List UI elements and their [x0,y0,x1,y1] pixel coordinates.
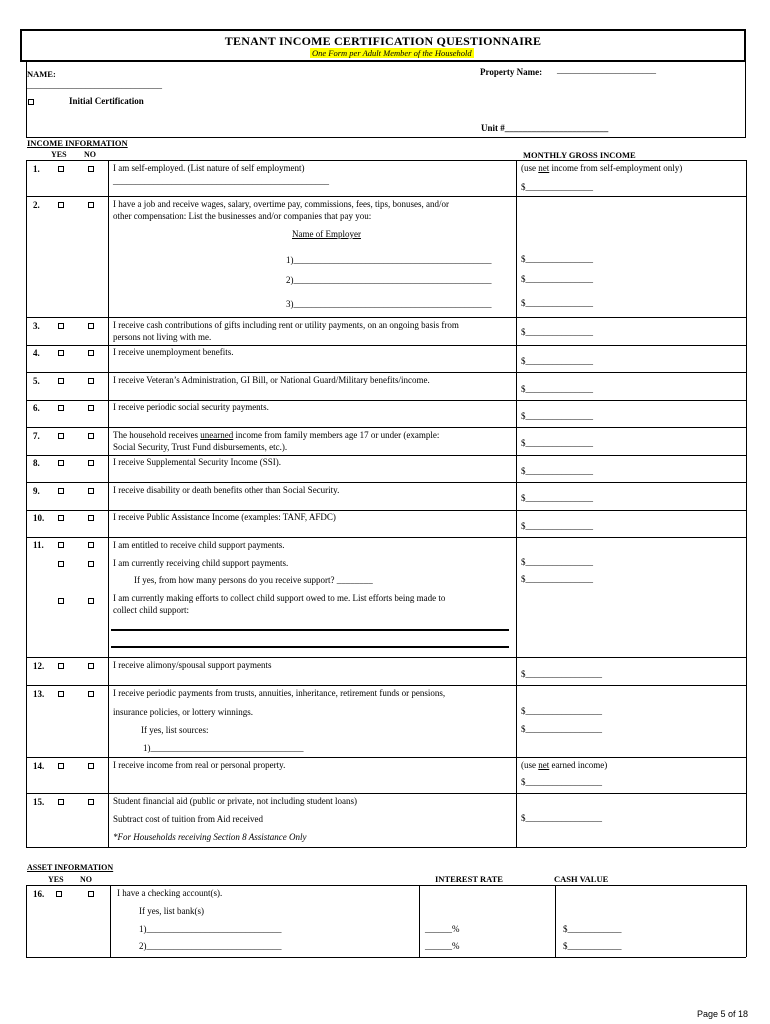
employer-header: Name of Employer [292,229,361,239]
question-number: 2. [33,200,40,210]
section-8-note: *For Households receiving Section 8 Assistance Only [113,832,307,842]
amount-field[interactable]: $_______________ [521,438,593,448]
amount-field[interactable]: $_______________ [521,466,593,476]
no-checkbox[interactable] [88,515,94,521]
page-subtitle: One Form per Adult Member of the Household [312,48,472,58]
question-text: I receive unemployment benefits. [113,347,234,357]
question-number: 4. [33,348,40,358]
bank-field[interactable]: 1)______________________________ [139,924,282,934]
question-text: Social Security, Trust Fund disbursements, etc.). [113,442,288,452]
interest-rate-field[interactable]: ______% [425,924,460,934]
no-checkbox[interactable] [88,542,94,548]
asset-table-border [26,885,27,957]
interest-rate-field[interactable]: ______% [425,941,460,951]
property-name-field[interactable]: ______________________ [557,65,656,75]
question-text: I receive periodic social security payments. [113,402,269,412]
amount-field[interactable]: $_______________ [521,411,593,421]
no-checkbox[interactable] [88,488,94,494]
child-support-efforts-line[interactable] [111,646,509,648]
asset-table-border [746,885,747,957]
asset-table-border [419,885,420,957]
table-left-border [26,160,27,847]
question-number: 6. [33,403,40,413]
question-number: 8. [33,458,40,468]
no-checkbox[interactable] [88,891,94,897]
initial-certification-label: Initial Certification [69,96,144,106]
row-divider [26,196,746,197]
yes-checkbox[interactable] [58,799,64,805]
no-checkbox[interactable] [88,405,94,411]
amount-field[interactable]: $_______________ [521,493,593,503]
row-divider [26,793,746,794]
question-text: I receive Veteran’s Administration, GI Bill, or National Guard/Military benefits/income. [113,375,430,385]
property-name-label: Property Name: [480,67,543,77]
interest-rate-header: INTEREST RATE [435,874,503,884]
yes-header: YES [51,150,67,159]
amount-field[interactable]: $_______________ [521,254,593,264]
no-checkbox[interactable] [88,663,94,669]
question-number: 12. [33,661,45,671]
cash-value-field[interactable]: $____________ [563,924,622,934]
yes-checkbox[interactable] [58,542,64,548]
yes-checkbox[interactable] [58,515,64,521]
yes-checkbox[interactable] [58,166,64,172]
unit-field[interactable]: Unit #_______________________ [481,123,609,133]
cash-value-header: CASH VALUE [554,874,609,884]
asset-section-title: ASSET INFORMATION [27,863,114,872]
question-number: 16. [33,889,45,899]
asset-row-divider [26,885,746,886]
question-number: 1. [33,164,40,174]
yes-checkbox[interactable] [58,350,64,356]
question-text: I receive Public Assistance Income (examples: TANF, AFDC) [113,512,336,522]
asset-table-border [555,885,556,957]
amount-field[interactable]: $_________________ [521,777,602,787]
initial-certification-checkbox[interactable] [28,99,34,105]
no-checkbox[interactable] [88,561,94,567]
question-text: I receive income from real or personal property. [113,760,286,770]
income-section-title: INCOME INFORMATION [27,138,128,148]
yes-checkbox[interactable] [58,488,64,494]
question-text: Subtract cost of tuition from Aid received [113,814,263,824]
no-header: NO [80,875,92,884]
self-employment-field[interactable]: ________________________________________________ [113,176,329,186]
page-number: Page 5 of 18 [697,1009,749,1019]
amount-field[interactable]: $_______________ [521,298,593,308]
title-box [20,29,746,62]
question-number: 9. [33,486,40,496]
question-text: I receive alimony/spousal support payments [113,660,272,670]
source-field[interactable]: 1)__________________________________ [143,743,304,753]
question-text: I am currently making efforts to collect child support owed to me. List efforts being made to [113,593,446,603]
no-header: NO [84,150,96,159]
question-text: I receive periodic payments from trusts, annuities, inheritance, retirement funds or pensions, [113,688,446,698]
amount-field[interactable]: $_______________ [521,384,593,394]
amount-field[interactable]: $_______________ [521,521,593,531]
row-divider [26,317,746,318]
yes-checkbox[interactable] [58,561,64,567]
yes-checkbox[interactable] [58,460,64,466]
page-title: TENANT INCOME CERTIFICATION QUESTIONNAIRE [224,34,542,48]
table-col-divider [108,160,109,847]
amount-field[interactable]: $_________________ [521,724,602,734]
no-checkbox[interactable] [88,202,94,208]
name-field[interactable]: ______________________________ [27,80,162,90]
amount-field[interactable]: $_______________ [521,327,593,337]
amount-field[interactable]: $_______________ [521,182,593,192]
amount-field[interactable]: $_______________ [521,574,593,584]
question-text: insurance policies, or lottery winnings. [113,707,253,717]
question-text: I receive Supplemental Security Income (SSI). [113,457,281,467]
no-checkbox[interactable] [88,598,94,604]
question-text: Student financial aid (public or private, not including student loans) [113,796,357,806]
question-number: 14. [33,761,45,771]
question-number: 11. [33,540,44,550]
asset-table-border [110,885,111,957]
no-checkbox[interactable] [88,691,94,697]
question-text: I am entitled to receive child support payments. [113,540,285,550]
monthly-income-header: MONTHLY GROSS INCOME [523,150,636,160]
yes-checkbox[interactable] [58,763,64,769]
question-number: 15. [33,797,45,807]
yes-checkbox[interactable] [58,323,64,329]
row-divider [26,657,746,658]
no-checkbox[interactable] [88,460,94,466]
yes-checkbox[interactable] [58,202,64,208]
yes-checkbox[interactable] [58,378,64,384]
question-text: I have a checking account(s). [117,888,223,898]
amount-field[interactable]: $_________________ [521,813,602,823]
no-checkbox[interactable] [88,763,94,769]
employer-field[interactable]: 2)____________________________________________ [286,275,492,285]
no-checkbox[interactable] [88,799,94,805]
question-number: 13. [33,689,45,699]
no-checkbox[interactable] [88,323,94,329]
yes-checkbox[interactable] [58,663,64,669]
amount-field[interactable]: $_______________ [521,557,593,567]
row-divider [26,160,746,161]
row-divider [26,757,746,758]
question-number: 10. [33,513,45,523]
yes-checkbox[interactable] [56,891,62,897]
row-divider [26,482,746,483]
row-divider [26,537,746,538]
amount-field[interactable]: $_______________ [521,274,593,284]
amount-field[interactable]: $_________________ [521,669,602,679]
yes-checkbox[interactable] [58,691,64,697]
question-text: other compensation: List the businesses and/or companies that pay you: [113,211,372,221]
row-divider [26,372,746,373]
question-text: If yes, from how many persons do you receive support? ________ [134,575,373,585]
no-checkbox[interactable] [88,350,94,356]
question-text: If yes, list bank(s) [139,906,204,916]
row-divider [26,427,746,428]
row-divider [26,685,746,686]
yes-checkbox[interactable] [58,598,64,604]
question-text: I am currently receiving child support payments. [113,558,289,568]
row-divider [26,847,746,848]
question-text: I have a job and receive wages, salary, overtime pay, commissions, fees, tips, bonuses, and/or [113,199,449,209]
question-text: If yes, list sources: [141,725,209,735]
child-support-efforts-line[interactable] [111,629,509,631]
table-col-divider [516,160,517,847]
amount-field[interactable]: $_______________ [521,356,593,366]
question-text: persons not living with me. [113,332,212,342]
question-text: collect child support: [113,605,189,615]
table-right-border [746,160,747,847]
question-number: 3. [33,321,40,331]
employer-field[interactable]: 1)____________________________________________ [286,255,492,265]
name-label: NAME: [27,69,56,79]
question-number: 7. [33,431,40,441]
question-number: 5. [33,376,40,386]
asset-row-divider [26,957,746,958]
no-checkbox[interactable] [88,433,94,439]
employer-field[interactable]: 3)____________________________________________ [286,299,492,309]
yes-checkbox[interactable] [58,433,64,439]
cash-value-field[interactable]: $____________ [563,941,622,951]
amount-field[interactable]: $_________________ [521,706,602,716]
question-text: I am self-employed. (List nature of self employment) [113,163,305,173]
no-checkbox[interactable] [88,166,94,172]
question-text: The household receives unearned income from family members age 17 or under (example: [113,430,440,440]
yes-header: YES [48,875,64,884]
net-income-note: (use net income from self-employment only) [521,163,683,173]
question-text: I receive cash contributions of gifts including rent or utility payments, on an ongoing basis from [113,320,459,330]
question-text: I receive disability or death benefits other than Social Security. [113,485,340,495]
no-checkbox[interactable] [88,378,94,384]
bank-field[interactable]: 2)______________________________ [139,941,282,951]
net-earned-income-note: (use net earned income) [521,760,608,770]
yes-checkbox[interactable] [58,405,64,411]
